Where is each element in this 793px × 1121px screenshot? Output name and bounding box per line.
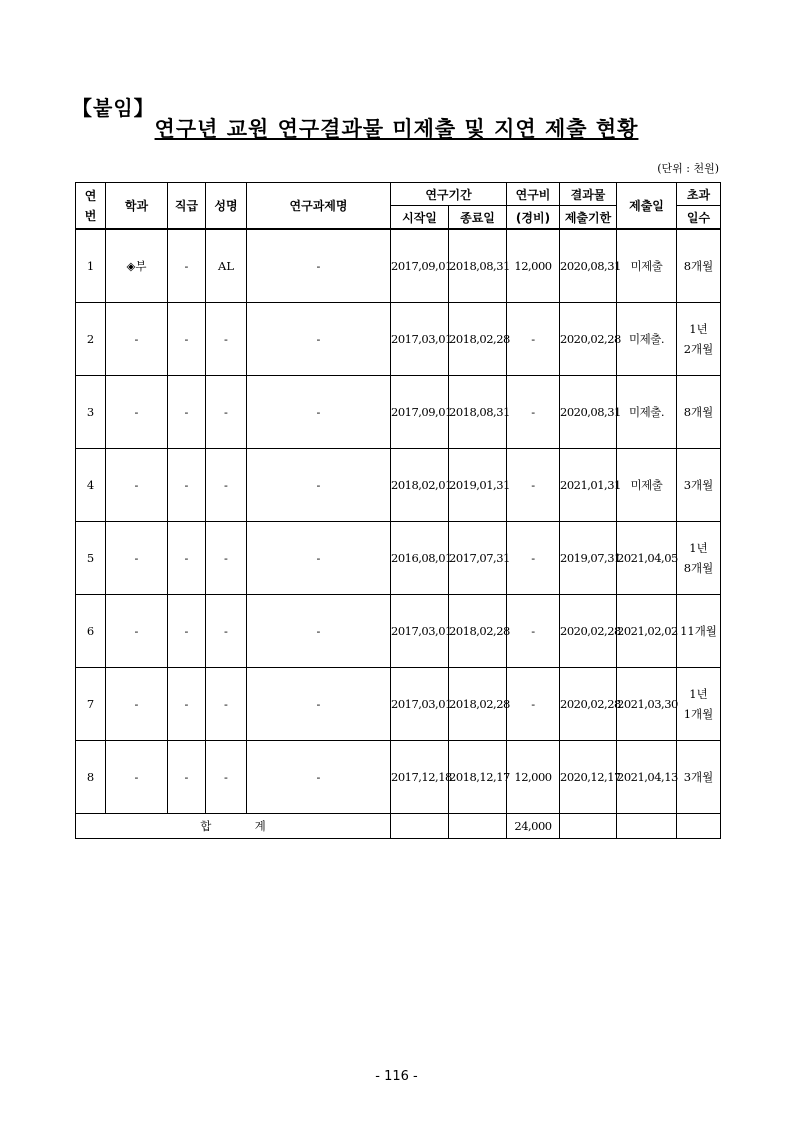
header-cost-bottom: (경비) xyxy=(507,206,560,230)
cell-over-line1: 11개월 xyxy=(680,624,717,638)
header-project: 연구과제명 xyxy=(247,183,391,230)
status-table xyxy=(75,182,721,839)
total-row xyxy=(76,814,721,839)
cell-end: 2018,08,31 xyxy=(449,229,507,303)
cell-name: - xyxy=(206,303,247,376)
cell-over-line2: 2개월 xyxy=(683,342,714,356)
header-end: 종료일 xyxy=(449,206,507,230)
cell-dept: - xyxy=(106,376,168,449)
cell-dept: - xyxy=(106,303,168,376)
cell-start: 2017,09,01 xyxy=(391,229,449,303)
header-no xyxy=(76,183,106,230)
cell-rank: - xyxy=(168,449,206,522)
header-rank: 직급 xyxy=(168,183,206,230)
cell-submitted: 미제출 xyxy=(617,229,677,303)
cell-dept: - xyxy=(106,595,168,668)
cell-deadline: 2020,08,31 xyxy=(560,376,617,449)
header-no-text: 연번 xyxy=(84,188,97,223)
cell-over xyxy=(677,595,721,668)
cell-rank: - xyxy=(168,741,206,814)
cell-over xyxy=(677,229,721,303)
cell-over-line1: 8개월 xyxy=(683,259,714,273)
cell-project: - xyxy=(247,741,391,814)
cell-submitted: 미제출 xyxy=(617,449,677,522)
cell-name: - xyxy=(206,595,247,668)
cell-end: 2018,08,31 xyxy=(449,376,507,449)
cell-no: 4 xyxy=(76,449,106,522)
cell-over-line1: 3개월 xyxy=(683,770,714,784)
cell-rank: - xyxy=(168,668,206,741)
cell-rank: - xyxy=(168,303,206,376)
cell-end: 2019,01,31 xyxy=(449,449,507,522)
cell-over-line2: 8개월 xyxy=(683,561,714,575)
page-number: - 116 - xyxy=(375,1069,418,1084)
attachment-label: 【붙임】 xyxy=(72,96,155,120)
cell-dept: - xyxy=(106,668,168,741)
cell-deadline: 2020,08,31 xyxy=(560,229,617,303)
cell-project: - xyxy=(247,522,391,595)
cell-project: - xyxy=(247,229,391,303)
cell-rank: - xyxy=(168,595,206,668)
cell-over xyxy=(677,741,721,814)
table-row xyxy=(76,522,721,595)
total-end xyxy=(449,814,507,839)
cell-project: - xyxy=(247,668,391,741)
cell-dept: ◈부 xyxy=(106,229,168,303)
cell-cost: - xyxy=(507,595,560,668)
header-period: 연구기간 xyxy=(391,183,507,206)
header-over-bottom: 일수 xyxy=(677,206,721,230)
cell-name: AL xyxy=(206,229,247,303)
cell-project: - xyxy=(247,449,391,522)
cell-name: - xyxy=(206,668,247,741)
total-over xyxy=(677,814,721,839)
cell-over-line1: 1년 xyxy=(689,322,708,336)
cell-cost: 12,000 xyxy=(507,229,560,303)
header-submitted: 제출일 xyxy=(617,183,677,230)
cell-submitted: 미제출. xyxy=(617,376,677,449)
table-row xyxy=(76,449,721,522)
cell-name: - xyxy=(206,376,247,449)
cell-deadline: 2021,01,31 xyxy=(560,449,617,522)
cell-deadline: 2019,07,31 xyxy=(560,522,617,595)
cell-start: 2017,03,01 xyxy=(391,303,449,376)
cell-over-line1: 1년 xyxy=(689,541,708,555)
cell-submitted: 2021,04,13 xyxy=(617,741,677,814)
cell-start: 2017,03,01 xyxy=(391,595,449,668)
cell-no: 6 xyxy=(76,595,106,668)
cell-cost: - xyxy=(507,376,560,449)
table-row xyxy=(76,376,721,449)
cell-dept: - xyxy=(106,449,168,522)
total-cost: 24,000 xyxy=(507,814,560,839)
cell-over xyxy=(677,303,721,376)
table-row xyxy=(76,668,721,741)
cell-no: 7 xyxy=(76,668,106,741)
header-deadline-top: 결과물 xyxy=(560,183,617,206)
cell-cost: - xyxy=(507,668,560,741)
cell-end: 2018,02,28 xyxy=(449,668,507,741)
cell-submitted: 2021,04,05 xyxy=(617,522,677,595)
cell-end: 2018,02,28 xyxy=(449,595,507,668)
table-row xyxy=(76,229,721,303)
cell-over xyxy=(677,522,721,595)
unit-note: (단위 : 천원) xyxy=(657,162,719,175)
cell-project: - xyxy=(247,595,391,668)
cell-rank: - xyxy=(168,522,206,595)
cell-over xyxy=(677,376,721,449)
cell-over-line1: 1년 xyxy=(689,687,708,701)
header-dept: 학과 xyxy=(106,183,168,230)
cell-deadline: 2020,12,17 xyxy=(560,741,617,814)
cell-project: - xyxy=(247,303,391,376)
cell-no: 5 xyxy=(76,522,106,595)
cell-over-line1: 3개월 xyxy=(683,478,714,492)
header-over-top: 초과 xyxy=(677,183,721,206)
cell-deadline: 2020,02,28 xyxy=(560,303,617,376)
total-submitted xyxy=(617,814,677,839)
cell-project: - xyxy=(247,376,391,449)
header-name: 성명 xyxy=(206,183,247,230)
cell-name: - xyxy=(206,741,247,814)
cell-start: 2017,03,01 xyxy=(391,668,449,741)
cell-submitted: 미제출. xyxy=(617,303,677,376)
cell-no: 1 xyxy=(76,229,106,303)
header-deadline-bottom: 제출기한 xyxy=(560,206,617,230)
cell-no: 8 xyxy=(76,741,106,814)
total-deadline xyxy=(560,814,617,839)
cell-submitted: 2021,03,30 xyxy=(617,668,677,741)
cell-start: 2016,08,01 xyxy=(391,522,449,595)
cell-dept: - xyxy=(106,522,168,595)
cell-over-line1: 8개월 xyxy=(683,405,714,419)
total-start xyxy=(391,814,449,839)
table-row xyxy=(76,741,721,814)
cell-name: - xyxy=(206,522,247,595)
total-label-2: 계 xyxy=(254,819,266,833)
cell-cost: 12,000 xyxy=(507,741,560,814)
cell-cost: - xyxy=(507,449,560,522)
cell-end: 2018,12,17 xyxy=(449,741,507,814)
cell-rank: - xyxy=(168,376,206,449)
total-label xyxy=(76,814,391,839)
cell-over xyxy=(677,449,721,522)
header-cost-top: 연구비 xyxy=(507,183,560,206)
cell-start: 2018,02,01 xyxy=(391,449,449,522)
total-label-1: 합 xyxy=(200,819,212,833)
cell-no: 3 xyxy=(76,376,106,449)
cell-rank: - xyxy=(168,229,206,303)
cell-dept: - xyxy=(106,741,168,814)
cell-end: 2018,02,28 xyxy=(449,303,507,376)
header-start: 시작일 xyxy=(391,206,449,230)
table-row xyxy=(76,595,721,668)
cell-cost: - xyxy=(507,522,560,595)
cell-over xyxy=(677,668,721,741)
cell-end: 2017,07,31 xyxy=(449,522,507,595)
table-row xyxy=(76,303,721,376)
cell-name: - xyxy=(206,449,247,522)
cell-deadline: 2020,02,28 xyxy=(560,595,617,668)
cell-over-line2: 1개월 xyxy=(683,707,714,721)
cell-submitted: 2021,02,02 xyxy=(617,595,677,668)
document-title: 연구년 교원 연구결과물 미제출 및 지연 제출 현황 xyxy=(154,117,639,141)
cell-no: 2 xyxy=(76,303,106,376)
cell-deadline: 2020,02,28 xyxy=(560,668,617,741)
cell-start: 2017,09,01 xyxy=(391,376,449,449)
cell-start: 2017,12,18 xyxy=(391,741,449,814)
cell-cost: - xyxy=(507,303,560,376)
